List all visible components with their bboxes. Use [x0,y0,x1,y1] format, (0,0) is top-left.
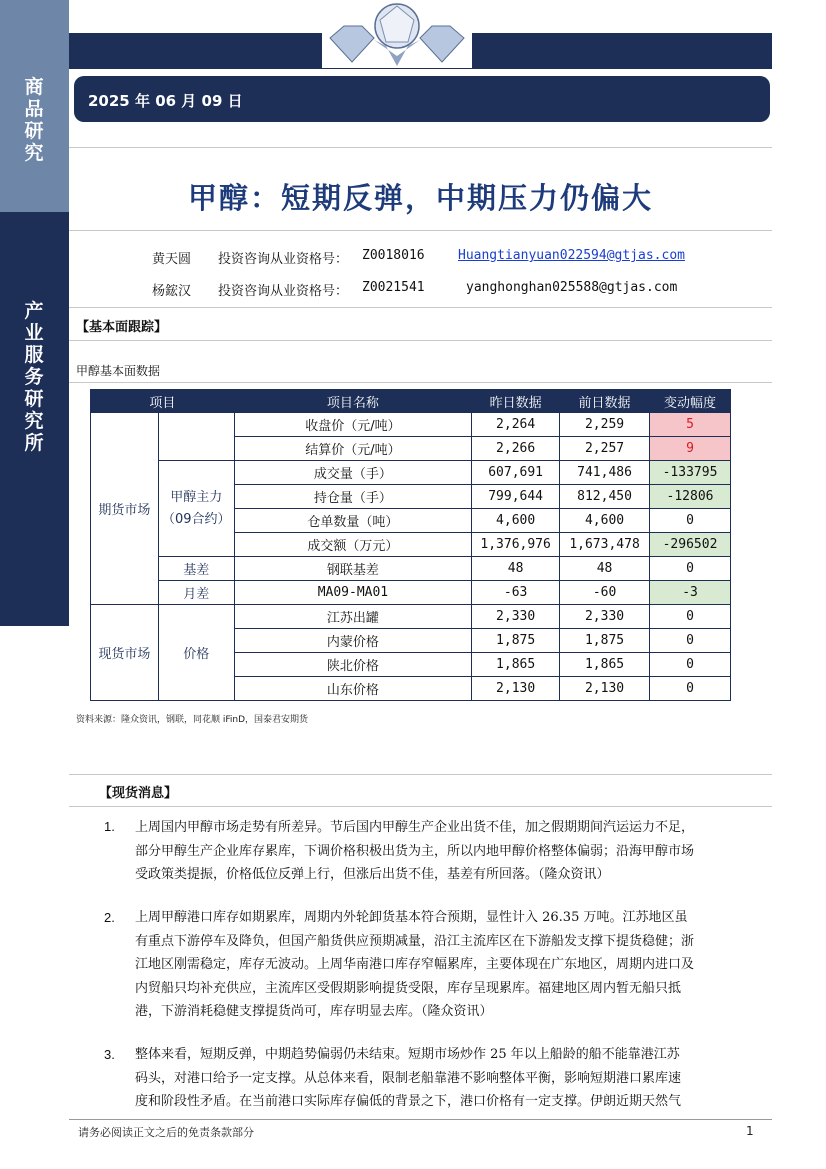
change-value: 0 [650,509,731,533]
change-value: 5 [650,413,731,437]
change-value: 0 [650,677,731,701]
day-before-value: 812,450 [560,485,650,509]
day-before-value: 1,865 [560,653,650,677]
prev-day-value: 607,691 [472,461,560,485]
day-before-value: 1,673,478 [560,533,650,557]
sub-label-price: 价格 [158,605,234,701]
sidebar-institute: 产业服务研究所 [24,300,44,454]
column-header: 变动幅度 [650,390,731,413]
section-heading-spot: 【现货消息】 [99,786,178,801]
table-row [91,605,731,629]
prev-day-value: 1,875 [472,629,560,653]
footer-disclaimer: 请务必阅读正文之后的免责条款部分 [78,1126,254,1139]
day-before-value: 2,130 [560,677,650,701]
fundamentals-table [90,389,731,701]
column-header: 项目名称 [234,390,471,413]
paragraph-number: 2. [104,910,115,925]
column-header: 前日数据 [560,390,650,413]
blank-cell [158,413,234,461]
change-value: -133795 [650,461,731,485]
sub-label-spread: 月差 [158,581,234,605]
row-name: 钢联基差 [234,557,471,581]
row-name: 江苏出罐 [234,605,471,629]
row-name: 成交量（手） [234,461,471,485]
change-value: 0 [650,557,731,581]
change-value: 0 [650,605,731,629]
divider [69,147,772,148]
row-name: 收盘价（元/吨） [234,413,471,437]
paragraph [135,816,760,887]
table-row [91,461,731,485]
report-date: 2025 年 06 月 09 日 [88,92,243,110]
day-before-value: 1,875 [560,629,650,653]
paragraph-line: 内贸船只均补充供应，主流库区受假期影响提货受限，库存呈现累库。福建地区周内暂无船只抵 [135,980,682,996]
divider [69,806,772,807]
row-name: 陕北价格 [234,653,471,677]
paragraph-number: 3. [104,1047,115,1062]
column-header: 项目 [91,390,235,413]
row-name: 仓单数量（吨） [234,509,471,533]
author-cert-label: 投资咨询从业资格号： [218,284,349,299]
prev-day-value: 1,376,976 [472,533,560,557]
paragraph-line: 部分甲醇生产企业库存累库，下调价格积极出货为主，所以内地甲醇价格整体偏弱；沿海甲醇市场 [135,843,695,859]
paragraph-line: 江地区刚需稳定，库存无波动。上周华南港口库存窄幅累库，主要体现在广东地区，周期内进口及 [135,957,695,972]
paragraph-line: 度和阶段性矛盾。在当前港口实际库存偏低的背景之下，港口价格有一定支撑。伊朗近期天然气 [135,1094,682,1109]
prev-day-value: 2,330 [472,605,560,629]
prev-day-value: 1,865 [472,653,560,677]
table-caption: 甲醇基本面数据 [76,364,161,378]
paragraph-line: 港，下游消耗稳健支撑提货尚可，库存明显去库。（隆众资讯） [135,1004,493,1019]
divider [69,340,772,341]
prev-day-value: 2,266 [472,437,560,461]
paragraph-line: 上周国内甲醇市场走势有所差异。节后国内甲醇生产企业出货不佳，加之假期期间汽运运力不足， [135,820,695,835]
change-value: 0 [650,629,731,653]
page-title: 甲醇：短期反弹，中期压力仍偏大 [187,181,653,215]
divider [69,774,772,775]
table-row [91,413,731,437]
row-name: MA09-MA01 [234,581,471,605]
change-value: 9 [650,437,731,461]
column-header: 昨日数据 [472,390,560,413]
table-row [91,581,731,605]
paragraph [135,906,760,1024]
sidebar-bottom-panel [0,212,69,626]
change-value: -296502 [650,533,731,557]
author-email: yanghonghan025588@gtjas.com [466,280,678,295]
paragraph-line: 有重点下游停车及降负，但国产船货供应预期减量，沿江主流库区在下游船发支撑下提货稳健；浙 [135,933,695,949]
paragraph-line: 整体来看，短期反弹，中期趋势偏弱仍未结束。短期市场炒作 25 年以上船龄的船不能靠港江苏 [135,1047,680,1062]
row-name: 结算价（元/吨） [234,437,471,461]
footer-divider [69,1119,772,1120]
prev-day-value: -63 [472,581,560,605]
prev-day-value: 4,600 [472,509,560,533]
data-source-note: 资料来源：隆众资讯，钢联，同花顺 iFinD，国泰君安期货 [76,715,309,725]
prev-day-value: 48 [472,557,560,581]
table-header-row [91,390,731,413]
diamond-logo-icon [322,0,472,68]
divider [69,307,772,308]
divider [69,230,772,231]
day-before-value: 48 [560,557,650,581]
sidebar-category: 商品研究 [24,76,44,164]
author-cert-label: 投资咨询从业资格号： [218,252,349,267]
day-before-value: 2,330 [560,605,650,629]
group-label-spot: 现货市场 [91,605,159,701]
prev-day-value: 2,130 [472,677,560,701]
paragraph-line: 受政策类提振，价格低位反弹上行，但涨后出货不佳，基差有所回落。（隆众资讯） [135,867,610,882]
paragraph-line: 码头，对港口给予一定支撑。从总体来看，限制老船靠港不影响整体平衡，影响短期港口累库速 [135,1070,682,1086]
divider [69,382,772,383]
author-cert: Z0021541 [362,280,425,295]
sub-label-main-contract: 甲醇主力（09合约） [158,461,234,557]
change-value: -3 [650,581,731,605]
author-cert: Z0018016 [362,248,425,263]
row-name: 内蒙价格 [234,629,471,653]
change-value: -12806 [650,485,731,509]
paragraph-number: 1. [104,819,115,834]
day-before-value: 741,486 [560,461,650,485]
table-row [91,557,731,581]
row-name: 持仓量（手） [234,485,471,509]
change-value: 0 [650,653,731,677]
day-before-value: 2,259 [560,413,650,437]
group-label-futures: 期货市场 [91,413,159,605]
author-name: 杨鋐汉 [152,284,192,299]
row-name: 山东价格 [234,677,471,701]
day-before-value: 4,600 [560,509,650,533]
day-before-value: -60 [560,581,650,605]
paragraph [135,1043,760,1114]
sidebar-top-panel [0,0,69,212]
prev-day-value: 2,264 [472,413,560,437]
day-before-value: 2,257 [560,437,650,461]
author-email-link[interactable]: Huangtianyuan022594@gtjas.com [458,248,685,263]
author-name: 黄天圆 [152,252,192,267]
row-name: 成交额（万元） [234,533,471,557]
prev-day-value: 799,644 [472,485,560,509]
sub-label-basis: 基差 [158,557,234,581]
paragraph-line: 上周甲醇港口库存如期累库，周期内外轮卸货基本符合预期，显性计入 26.35 万吨。江苏地区虽 [135,910,688,925]
page-number: 1 [746,1124,754,1138]
section-heading-fundamentals: 【基本面跟踪】 [76,320,168,335]
